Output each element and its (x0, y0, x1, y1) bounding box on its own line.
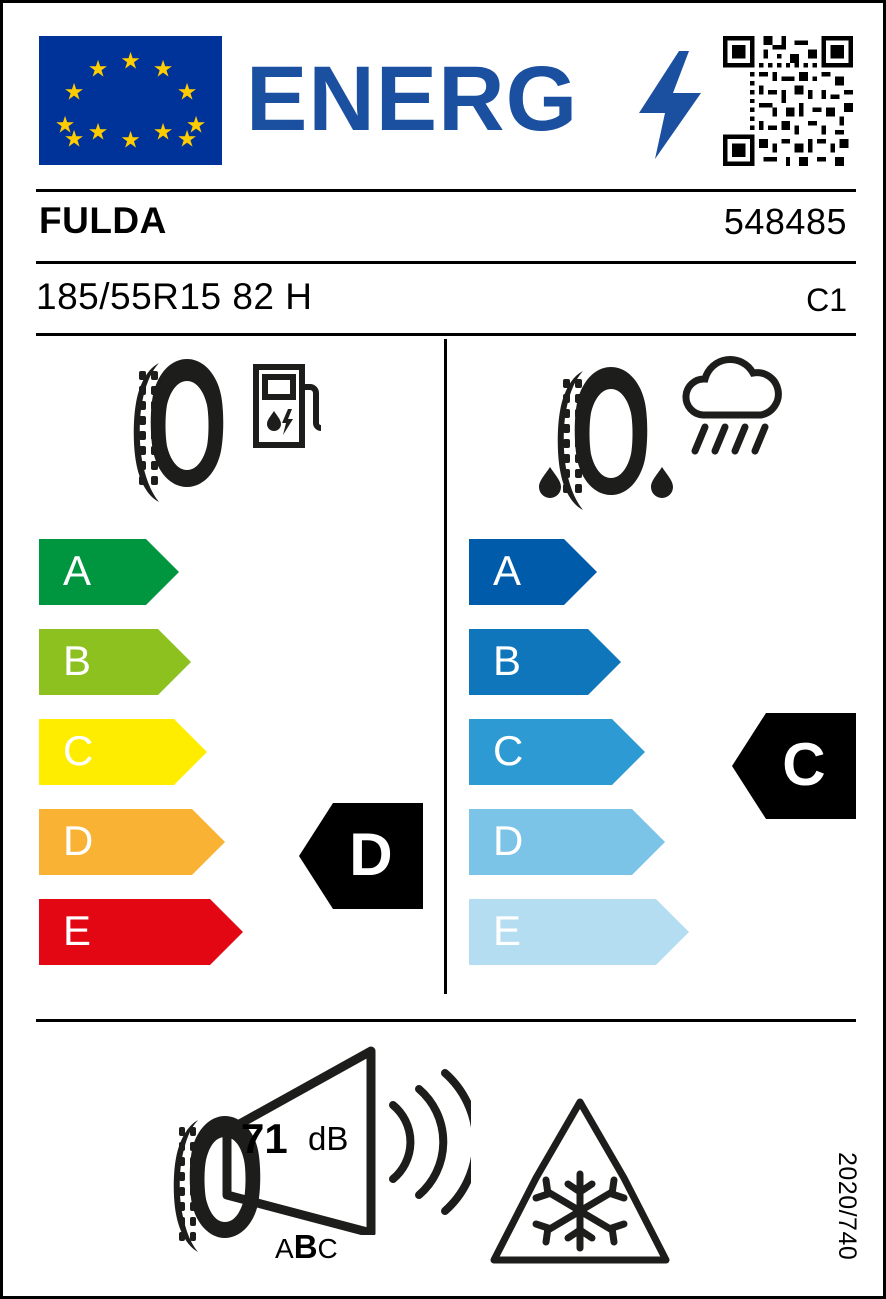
wet-grade-b-letter: B (493, 637, 522, 685)
divider-header (36, 189, 856, 192)
noise-class-c: C (317, 1233, 338, 1264)
qr-code-icon (723, 36, 853, 166)
wet-grade-a (469, 539, 597, 605)
wet-grade-a-letter: A (493, 547, 522, 595)
tyre-class: C1 (806, 282, 847, 318)
wet-grade-c (469, 719, 645, 785)
fuel-grade-a-letter: A (63, 547, 92, 595)
noise-unit: dB (308, 1120, 349, 1157)
energy-wordmark: ENERG (246, 48, 579, 150)
label-header (3, 3, 886, 189)
fuel-grade-c (39, 719, 207, 785)
tyre-splash-icon (536, 363, 676, 523)
wet-result-badge (732, 713, 856, 819)
wet-grade-d (469, 809, 665, 875)
divider-size (36, 333, 856, 336)
wet-grade-e-letter: E (493, 907, 522, 955)
wet-grade-c-letter: C (493, 727, 524, 775)
divider-footer (36, 1019, 856, 1022)
fuel-grade-e-letter: E (63, 907, 92, 955)
fuel-grade-e (39, 899, 243, 965)
regulation-number: 2020/740 (833, 1151, 861, 1260)
wet-grade-e (469, 899, 689, 965)
tyre-icon (127, 355, 247, 515)
three-peak-mountain-snowflake-icon (490, 1096, 670, 1266)
wet-grade-d-letter: D (493, 817, 524, 865)
noise-class-b: B (293, 1228, 318, 1265)
fuel-pump-icon (252, 361, 324, 451)
wet-result-letter: C (782, 731, 826, 799)
divider-brand (36, 261, 856, 264)
divider-columns (444, 339, 447, 994)
sku-number: 548485 (723, 201, 847, 242)
noise-class-scale (275, 1228, 338, 1266)
rain-cloud-icon (679, 355, 789, 467)
fuel-grade-b (39, 629, 191, 695)
noise-value: 71 (241, 1115, 288, 1162)
lightning-bolt-icon (639, 51, 701, 159)
wet-grade-b (469, 629, 621, 695)
fuel-grade-b-letter: B (63, 637, 92, 685)
brand-name: FULDA (39, 200, 167, 241)
fuel-grade-d-letter: D (63, 817, 94, 865)
fuel-result-letter: D (349, 821, 393, 889)
noise-class-a: A (275, 1233, 294, 1264)
tyre-size: 185/55R15 82 H (36, 276, 313, 317)
fuel-grade-c-letter: C (63, 727, 94, 775)
fuel-grade-d (39, 809, 225, 875)
european-union-flag-icon: ★ ★ ★ ★ ★ ★ ★ ★ ★ ★ ★ ★ (39, 36, 222, 165)
fuel-result-badge (299, 803, 423, 909)
fuel-grade-a (39, 539, 179, 605)
